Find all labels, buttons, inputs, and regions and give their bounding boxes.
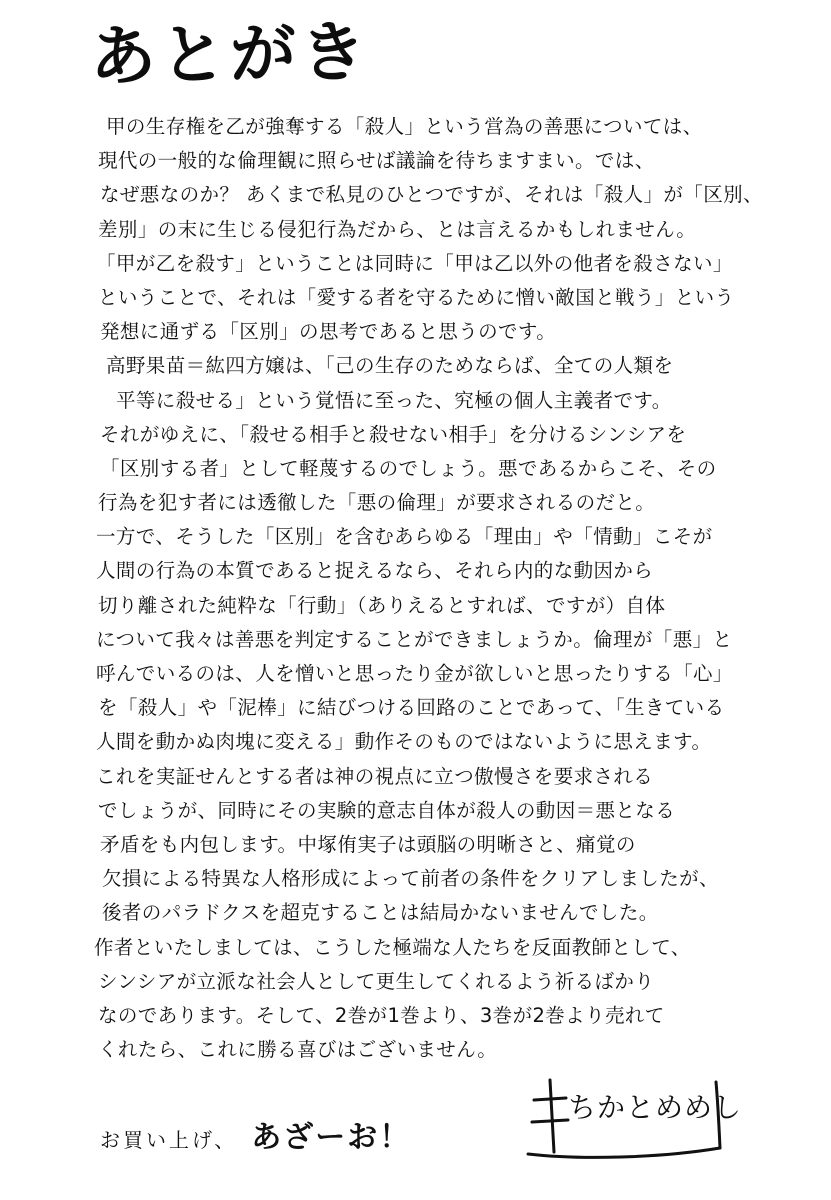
text-line: 発想に通ずる「区別」の思考であると思うのです。 xyxy=(100,320,557,344)
text-line: これを実証せんとする者は神の視点に立つ傲慢さを要求される xyxy=(96,764,654,788)
afterword-body xyxy=(92,110,792,1067)
text-line: 差別」の末に生じる侵犯行為だから、とは言えるかもしれません。 xyxy=(98,217,697,241)
page-title: あとがき xyxy=(89,13,371,96)
closing-thanks: お買い上げ、 xyxy=(100,1128,238,1152)
text-line: 甲の生存権を乙が強奪する「殺人」という営為の善悪については、 xyxy=(106,115,703,138)
text-line: について我々は善悪を判定することができましょうか。倫理が「悪」と xyxy=(96,627,733,651)
text-line: 現代の一般的な倫理観に照らせば議論を待ちますまい。では、 xyxy=(98,149,655,173)
text-line: 高野果苗＝紘四方嬢は、「己の生存のためならば、全ての人類を xyxy=(106,354,674,378)
text-line: ということで、それは「愛する者を守るために憎い敵国と戦う」という xyxy=(98,285,735,309)
text-line: 矛盾をも内包します。中塚侑実子は頭脳の明晰さと、痛覚の xyxy=(100,832,636,856)
text-line: 人間を動かぬ肉塊に変える」動作そのものではないように思えます。 xyxy=(96,730,712,754)
text-line: 「甲が乙を殺す」ということは同時に「甲は乙以外の他者を殺さない」 xyxy=(96,251,733,275)
text-line: 人間の行為の本質であると捉えるなら、それら内的な動因から xyxy=(96,559,654,583)
text-line: くれたら、これに勝る喜びはございません。 xyxy=(98,1038,498,1062)
text-line: を「殺人」や「泥棒」に結びつける回路のことであって、「生きている xyxy=(98,696,725,720)
text-line: 後者のパラドクスを超克することは結局かないませんでした。 xyxy=(102,901,659,925)
text-line: 呼んでいるのは、人を憎いと思ったり金が欲しいと思ったりする「心」 xyxy=(96,662,733,685)
text-line: 一方で、そうした「区別」を含むあらゆる「理由」や「情動」こそが xyxy=(96,525,713,549)
text-line: 作者といたしましては、こうした極端な人たちを反面教師として、 xyxy=(94,935,691,959)
text-line: なのであります。そして、2巻が1巻より、3巻が2巻より売れて xyxy=(98,1003,665,1027)
closing-exclaim: あざーお！ xyxy=(251,1120,412,1155)
author-signature xyxy=(520,1074,743,1164)
closing-line xyxy=(100,1112,411,1156)
text-line: 行為を犯す者には透徹した「悪の倫理」が要求されるのだと。 xyxy=(98,491,656,515)
text-line: それがゆえに、「殺せる相手と殺せない相手」を分けるシンシアを xyxy=(100,422,687,446)
text-line: なぜ悪なのか？ あくまで私見のひとつですが、それは「殺人」が「区別、 xyxy=(100,183,763,207)
text-line: 切り離された純粋な「行動」（ありえるとすれば、ですが）自体 xyxy=(98,593,666,617)
text-line: 平等に殺せる」という覚悟に至った、究極の個人主義者です。 xyxy=(116,388,672,412)
text-line: 「区別する者」として軽蔑するのでしょう。悪であるからこそ、その xyxy=(100,456,717,480)
signature-name: ちかとめめし xyxy=(568,1091,743,1124)
text-line: シンシアが立派な社会人として更生してくれるよう祈るばかり xyxy=(98,969,655,993)
text-line: でしょうが、同時にその実験的意志自体が殺人の動因＝悪となる xyxy=(98,798,676,822)
text-line: 欠損による特異な人格形成によって前者の条件をクリアしましたが、 xyxy=(102,867,719,891)
